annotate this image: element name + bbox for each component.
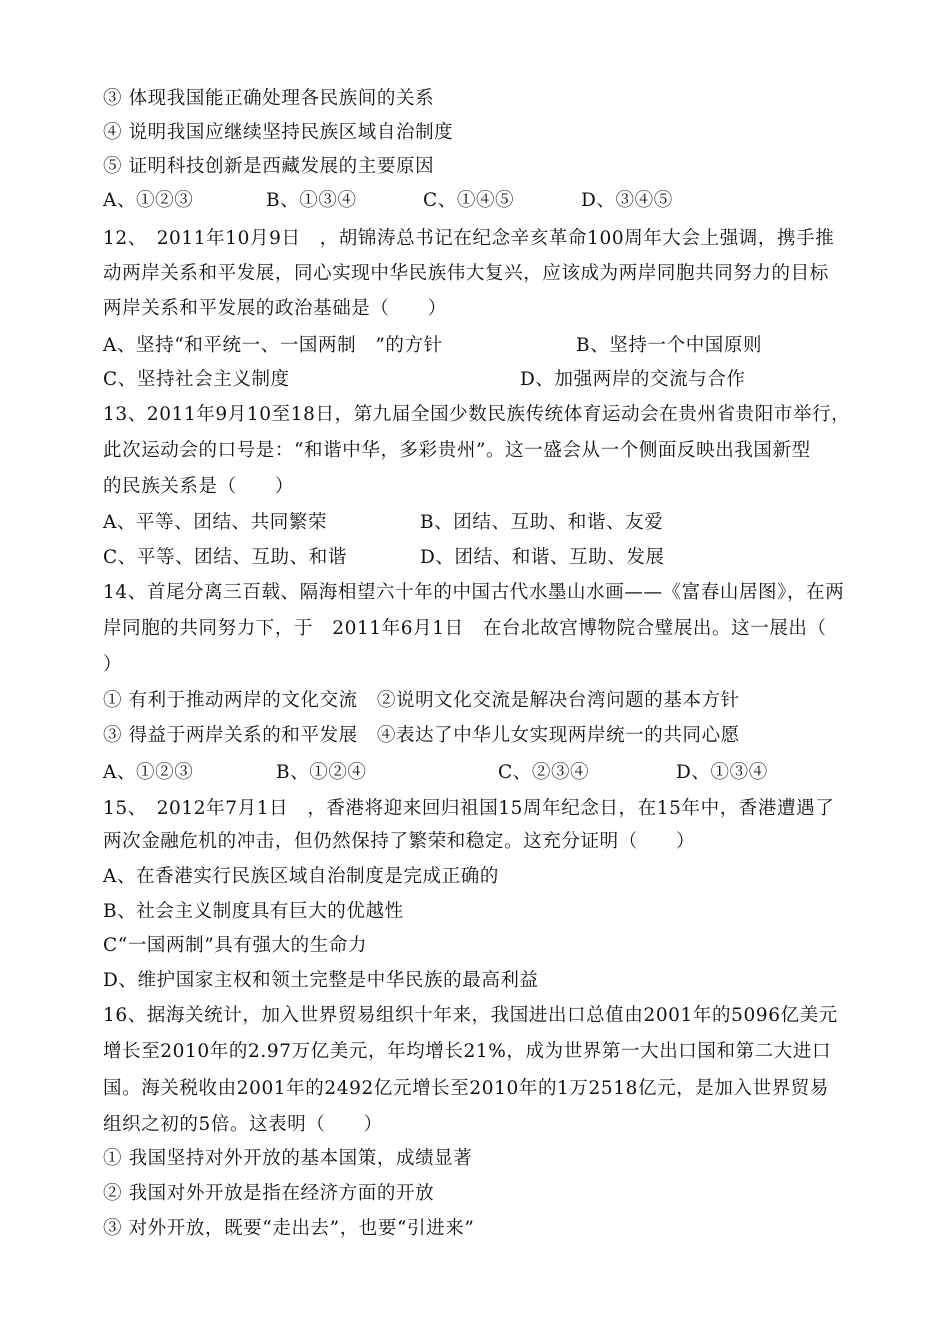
q15-option-a: A、在香港实行民族区域自治制度是完成正确的 <box>103 866 499 887</box>
q11-statement-5: ⑤ 证明科技创新是西藏发展的主要原因 <box>103 156 435 177</box>
q12-option-a: A、坚持“和平统一、一国两制 ”的方针 <box>103 335 443 356</box>
q11-option-a: A、①②③ <box>103 190 194 211</box>
q14-stem-line-2: 岸同胞的共同努力下，于 2011年6月1日 在台北故宫博物院合璧展出。这一展出（ <box>103 618 827 639</box>
q11-option-c: C、①④⑤ <box>423 190 515 211</box>
q13-option-d: D、团结、和谐、互助、发展 <box>420 547 665 568</box>
q13-option-b: B、团结、互助、和谐、友爱 <box>420 512 664 533</box>
q14-option-b: B、①②④ <box>276 762 367 783</box>
q13-stem-line-1: 13、2011年9月10至18日，第九届全国少数民族传统体育运动会在贵州省贵阳市举行， <box>103 404 851 425</box>
q14-stem-line-1: 14、首尾分离三百载、隔海相望六十年的中国古代水墨山水画——《富春山居图》，在两 <box>103 582 845 603</box>
q14-option-d: D、①③④ <box>676 762 768 783</box>
q16-stem-line-2: 增长至2010年的2.97万亿美元，年均增长21%，成为世界第一大出口国和第二大进口 <box>103 1041 832 1062</box>
q16-statement-2: ② 我国对外开放是指在经济方面的开放 <box>103 1183 435 1204</box>
q12-option-c: C、坚持社会主义制度 <box>103 369 290 390</box>
q15-option-c: C“一国两制”具有强大的生命力 <box>103 935 368 956</box>
q16-statement-1: ① 我国坚持对外开放的基本国策，成绩显著 <box>103 1148 473 1169</box>
q12-option-b: B、坚持一个中国原则 <box>576 335 763 356</box>
q15-stem-line-1: 15、 2012年7月1日 ，香港将迎来回归祖国15周年纪念日，在15年中，香港遭遇了 <box>103 798 835 819</box>
q14-option-c: C、②③④ <box>498 762 590 783</box>
q11-statement-4: ④ 说明我国应继续坚持民族区域自治制度 <box>103 122 454 143</box>
q13-option-a: A、平等、团结、共同繁荣 <box>103 512 328 533</box>
q11-option-d: D、③④⑤ <box>581 190 673 211</box>
q12-stem-line-3: 两岸关系和平发展的政治基础是（ ） <box>103 298 447 319</box>
q14-statements-3-4: ③ 得益于两岸关系的和平发展 ④表达了中华儿女实现两岸统一的共同心愿 <box>103 725 740 746</box>
q14-stem-line-3: ） <box>103 654 123 675</box>
q11-statement-3: ③ 体现我国能正确处理各民族间的关系 <box>103 88 435 109</box>
q16-statement-3: ③ 对外开放，既要“走出去”，也要“引进来” <box>103 1218 475 1239</box>
q16-stem-line-1: 16、据海关统计，加入世界贸易组织十年来，我国进出口总值由2001年的5096亿美元 <box>103 1005 838 1026</box>
q14-statements-1-2: ① 有利于推动两岸的文化交流 ②说明文化交流是解决台湾问题的基本方针 <box>103 690 740 711</box>
q13-stem-line-3: 的民族关系是（ ） <box>103 476 295 497</box>
q12-stem-line-1: 12、 2011年10月9日 ，胡锦涛总书记在纪念辛亥革命100周年大会上强调，携手推 <box>103 228 835 249</box>
q13-stem-line-2: 此次运动会的口号是：“和谐中华，多彩贵州”。这一盛会从一个侧面反映出我国新型 <box>103 440 811 461</box>
q11-option-b: B、①③④ <box>266 190 357 211</box>
q14-option-a: A、①②③ <box>103 762 194 783</box>
q15-option-d: D、维护国家主权和领土完整是中华民族的最高利益 <box>103 970 539 991</box>
q12-stem-line-2: 动两岸关系和平发展，同心实现中华民族伟大复兴，应该成为两岸同胞共同努力的目标 <box>103 263 829 284</box>
q13-option-c: C、平等、团结、互助、和谐 <box>103 547 347 568</box>
q16-stem-line-3: 国。海关税收由2001年的2492亿元增长至2010年的1万2518亿元，是加入世界贸易 <box>103 1078 829 1099</box>
q12-option-d: D、加强两岸的交流与合作 <box>520 369 746 390</box>
q15-stem-line-2: 两次金融危机的冲击，但仍然保持了繁荣和稳定。这充分证明（ ） <box>103 831 696 852</box>
q16-stem-line-4: 组织之初的5倍。这表明（ ） <box>103 1114 383 1135</box>
q15-option-b: B、社会主义制度具有巨大的优越性 <box>103 901 404 922</box>
